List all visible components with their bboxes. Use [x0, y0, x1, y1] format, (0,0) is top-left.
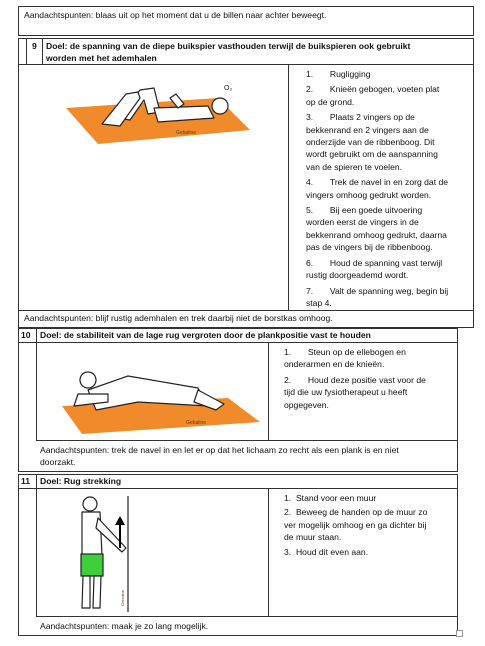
ex9-illustration: [58, 68, 258, 148]
ex9-col-divider: [288, 64, 289, 310]
ex11-steps: [284, 492, 454, 558]
ex10-steps: [284, 346, 454, 411]
ex10-number-divider: [36, 328, 37, 342]
head: [80, 372, 96, 388]
ex10-goal: Doel: de stabiliteit van de lage rug vergroten door de plankpositie vast te houden: [40, 330, 371, 340]
ex10-number: 10: [21, 330, 31, 340]
ex10-col-divider: [268, 342, 269, 440]
ex10-header-divider: [18, 342, 458, 343]
ex11-logo: Gebaline: [120, 589, 125, 606]
ex9-step: 6. Houd de spanning vast terwijl rustig doorgeademd wordt.: [306, 257, 443, 281]
shorts: [81, 554, 103, 576]
ex9-image-label: O₂: [224, 85, 233, 92]
ex9-number: 9: [32, 41, 37, 51]
top-note-text: Aandachtspunten: blaas uit op het moment dat u de billen naar achter beweegt.: [24, 10, 327, 20]
resize-handle[interactable]: [456, 630, 463, 637]
ex9-step: 3. Plaats 2 vingers op de bekkenrand en 2 vingers aan de onderzijde van de ribbenboog. Dit wordt gebruikt om de aanspanning van de spieren te voelen.: [306, 112, 438, 172]
ex10-left-divider: [36, 342, 37, 440]
ex10-note-line1: Aandachtspunten: trek de navel in en let er op dat het lichaam zo recht als een plank is en niet: [40, 445, 399, 455]
ex11-header-divider: [18, 488, 458, 489]
ex9-number-divider-left: [26, 38, 27, 64]
ex10-illustration: [48, 350, 260, 434]
ex9-steps: [306, 68, 470, 309]
ex10-step: 2. Houd deze positie vast voor de tijd die uw fysiotherapeut u heeft opgegeven.: [284, 374, 426, 410]
ex11-note: Aandachtspunten: maak je zo lang mogelijk.: [40, 621, 209, 631]
ex9-number-divider: [42, 38, 43, 64]
ex11-goal: Doel: Rug strekking: [40, 476, 122, 486]
ex9-goal-line1: Doel: de spanning van de diepe buikspier vasthouden terwijl de buikspieren ook gebruikt: [46, 41, 411, 51]
ex9-note-divider: [18, 310, 474, 311]
ex9-step: 1. Rugligging: [306, 69, 371, 79]
ex11-step: 3. Houd dit even aan.: [284, 546, 369, 557]
legs: [82, 576, 101, 608]
ex11-illustration: [68, 494, 148, 614]
ex10-note-divider: [36, 440, 458, 441]
ex9-step: 5. Bij een goede uitvoering worden eerst de vingers in de bekkenrand omhoog gedrukt, daarna pas de vingers bij de ribbenboog.: [306, 205, 447, 253]
ex10-step: 1. Steun op de ellebogen en onderarmen en de knieën.: [284, 347, 406, 370]
ex11-note-divider: [36, 616, 458, 617]
ex9-step: 7. Valt de spanning weg, begin bij stap 4.: [306, 285, 449, 308]
head: [212, 98, 228, 114]
ex9-step: 4. Trek de navel in en zorg dat de vingers omhoog gedrukt worden.: [306, 177, 449, 200]
ex11-number: 11: [21, 476, 31, 486]
ex9-goal-line2: worden met het ademhalen: [46, 53, 157, 63]
ex9-logo: Gebaline: [176, 130, 197, 136]
ex11-step: 1. Stand voor een muur: [284, 493, 377, 503]
ex9-step: 2. Knieën gebogen, voeten plat op de grond.: [306, 84, 440, 107]
ex11-col-divider: [268, 488, 269, 616]
ex11-step: 2. Beweeg de handen op de muur zo ver mogelijk omhoog en ga dichter bij de muur staan.: [284, 507, 428, 543]
ex10-note-line2: doorzakt.: [40, 457, 76, 467]
ex10-logo: Gebaline: [186, 420, 207, 426]
head: [83, 497, 97, 511]
ex11-left-divider: [36, 488, 37, 616]
ex9-note: Aandachtspunten: blijf rustig ademhalen en trek daarbij niet de borstkas omhoog.: [24, 313, 333, 323]
up-arrow-head-icon: [115, 516, 125, 525]
ex11-number-divider: [36, 474, 37, 488]
